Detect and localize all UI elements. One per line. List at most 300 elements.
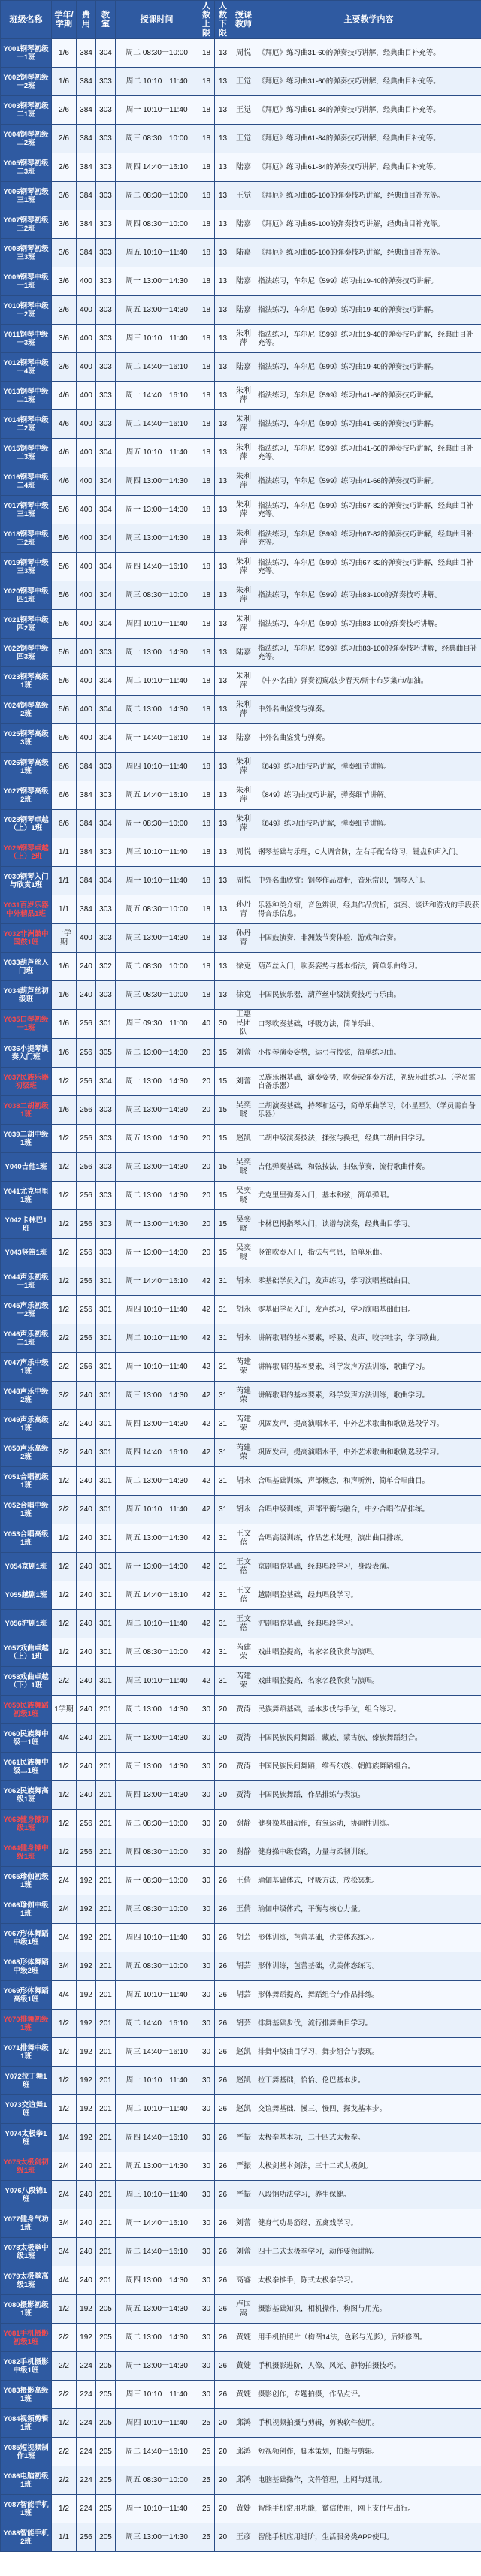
time-cell: 周五 08:30一10:00 xyxy=(116,2466,198,2495)
cap-lower-cell: 26 xyxy=(215,2124,231,2152)
fee-cell: 192 xyxy=(77,1952,96,1981)
time-cell: 周一 13:00一14:30 xyxy=(116,1068,198,1096)
room-cell: 304 xyxy=(96,496,116,524)
fee-cell: 240 xyxy=(77,1439,96,1467)
cap-lower-cell: 15 xyxy=(215,1210,231,1239)
time-cell: 周五 10:10一11:40 xyxy=(116,1981,198,2010)
table-header xyxy=(1,1,481,39)
teacher-cell: 陆嘉 xyxy=(231,210,256,239)
cap-upper-cell: 18 xyxy=(198,524,215,553)
teacher-cell: 赵凯 xyxy=(231,2038,256,2067)
grade-cell: 1/2 xyxy=(52,1239,77,1267)
cap-lower-cell: 15 xyxy=(215,1125,231,1153)
fee-cell: 256 xyxy=(77,1838,96,1867)
header-grade: 学年/学期 xyxy=(52,1,77,39)
fee-cell: 400 xyxy=(77,524,96,553)
class-name-cell: Y004钢琴初级二2班 xyxy=(1,125,52,153)
teacher-cell: 陆嘉 xyxy=(231,639,256,667)
room-cell: 304 xyxy=(96,439,116,467)
grade-cell: 1/6 xyxy=(52,39,77,68)
grade-cell: 3/2 xyxy=(52,1382,77,1410)
content-cell: 中外名曲欣赏：钢琴作品赏析，音乐常识，钢琴入门。 xyxy=(256,867,481,895)
teacher-cell: 严振 xyxy=(231,2124,256,2152)
table-row xyxy=(1,610,481,639)
cap-lower-cell: 20 xyxy=(215,1838,231,1867)
content-cell: 指法练习，车尔尼《599》练习曲19-40的弹奏技巧讲解。 xyxy=(256,353,481,382)
cap-upper-cell: 25 xyxy=(198,2523,215,2552)
grade-cell: 5/6 xyxy=(52,581,77,610)
cap-lower-cell: 13 xyxy=(215,981,231,1010)
time-cell: 周一 10:10一11:40 xyxy=(116,867,198,895)
table-row xyxy=(1,2352,481,2381)
teacher-cell: 朱利萍 xyxy=(231,610,256,639)
table-row xyxy=(1,1810,481,1838)
content-cell: 《拜厄》练习曲85-100的弹奏技巧讲解，经典曲目补充等。 xyxy=(256,239,481,267)
grade-cell: 1/2 xyxy=(52,1125,77,1153)
room-cell: 301 xyxy=(96,1638,116,1667)
teacher-cell: 陆嘉 xyxy=(231,296,256,325)
time-cell: 周三 13:00一14:30 xyxy=(116,1096,198,1125)
table-row xyxy=(1,1096,481,1125)
class-name-cell: Y026钢琴高级1班 xyxy=(1,753,52,781)
cap-lower-cell: 13 xyxy=(215,39,231,68)
cap-lower-cell: 31 xyxy=(215,1439,231,1467)
room-cell: 303 xyxy=(96,981,116,1010)
time-cell: 周二 10:10一11:40 xyxy=(116,68,198,96)
cap-upper-cell: 18 xyxy=(198,981,215,1010)
room-cell: 205 xyxy=(96,2352,116,2381)
room-cell: 303 xyxy=(96,96,116,125)
time-cell: 周五 13:00一14:30 xyxy=(116,2152,198,2181)
grade-cell: 6/6 xyxy=(52,810,77,838)
table-row xyxy=(1,1952,481,1981)
class-name-cell: Y068形体舞蹈中级2班 xyxy=(1,1952,52,1981)
teacher-cell: 徐克 xyxy=(231,953,256,981)
fee-cell: 384 xyxy=(77,895,96,924)
fee-cell: 192 xyxy=(77,1895,96,1924)
time-cell: 周二 08:30一10:00 xyxy=(116,1810,198,1838)
class-name-cell: Y078太极拳中级1班 xyxy=(1,2238,52,2266)
class-name-cell: Y071排舞中级1班 xyxy=(1,2038,52,2067)
cap-lower-cell: 30 xyxy=(215,1010,231,1039)
teacher-cell: 黄婕 xyxy=(231,2381,256,2409)
table-row xyxy=(1,39,481,68)
teacher-cell: 朱利萍 xyxy=(231,553,256,581)
time-cell: 周五 13:00一14:30 xyxy=(116,296,198,325)
cap-lower-cell: 20 xyxy=(215,1810,231,1838)
cap-upper-cell: 30 xyxy=(198,1753,215,1781)
time-cell: 周五 14:40一16:10 xyxy=(116,1581,198,1610)
cap-upper-cell: 42 xyxy=(198,1353,215,1382)
room-cell: 304 xyxy=(96,467,116,496)
cap-upper-cell: 30 xyxy=(198,1924,215,1952)
class-name-cell: Y088智能手机2班 xyxy=(1,2523,52,2552)
cap-upper-cell: 18 xyxy=(198,125,215,153)
class-name-cell: Y006钢琴初级三1班 xyxy=(1,182,52,210)
cap-upper-cell: 18 xyxy=(198,439,215,467)
grade-cell: 2/4 xyxy=(52,2152,77,2181)
fee-cell: 256 xyxy=(77,1182,96,1210)
grade-cell: 6/6 xyxy=(52,781,77,810)
table-row xyxy=(1,1324,481,1353)
teacher-cell: 陆嘉 xyxy=(231,153,256,182)
time-cell: 周三 08:30一10:00 xyxy=(116,1895,198,1924)
class-name-cell: Y053合唱高级1班 xyxy=(1,1524,52,1553)
fee-cell: 240 xyxy=(77,1753,96,1781)
class-name-cell: Y079太极拳高级1班 xyxy=(1,2266,52,2295)
content-cell: 健身气功易筋经、五禽戏学习。 xyxy=(256,2209,481,2238)
cap-upper-cell: 30 xyxy=(198,2381,215,2409)
time-cell: 周三 13:00一14:30 xyxy=(116,524,198,553)
content-cell: 排舞中级曲目学习，舞步组合与表现。 xyxy=(256,2038,481,2067)
teacher-cell: 赵凯 xyxy=(231,2095,256,2124)
content-cell: 零基础学员入门，发声练习，学习演唱基础曲目。 xyxy=(256,1267,481,1296)
fee-cell: 240 xyxy=(77,1467,96,1496)
time-cell: 周一 13:00一14:30 xyxy=(116,267,198,296)
class-name-cell: Y077健身气功1班 xyxy=(1,2209,52,2238)
teacher-cell: 王文蓓 xyxy=(231,1581,256,1610)
content-cell: 中国民族舞蹈，作品排练与表演。 xyxy=(256,1781,481,1810)
cap-lower-cell: 26 xyxy=(215,1924,231,1952)
content-cell: 中国民族乐器，葫芦丝中级演奏技巧与乐曲。 xyxy=(256,981,481,1010)
fee-cell: 240 xyxy=(77,1696,96,1724)
content-cell: 健身操基础动作，有氧运动，协调性训练。 xyxy=(256,1810,481,1838)
fee-cell: 256 xyxy=(77,1210,96,1239)
grade-cell: 2/2 xyxy=(52,2381,77,2409)
room-cell: 303 xyxy=(96,838,116,867)
table-row xyxy=(1,2152,481,2181)
grade-cell: 6/6 xyxy=(52,753,77,781)
time-cell: 周一 13:00一14:30 xyxy=(116,639,198,667)
time-cell: 周一 13:00一14:30 xyxy=(116,496,198,524)
table-row xyxy=(1,1895,481,1924)
grade-cell: 1/2 xyxy=(52,1753,77,1781)
cap-lower-cell: 20 xyxy=(215,2466,231,2495)
fee-cell: 192 xyxy=(77,2010,96,2038)
room-cell: 301 xyxy=(96,1410,116,1439)
grade-cell: 1/1 xyxy=(52,2523,77,2552)
class-name-cell: Y044声乐初级一1班 xyxy=(1,1267,52,1296)
room-cell: 205 xyxy=(96,2495,116,2523)
cap-lower-cell: 26 xyxy=(215,2010,231,2038)
class-name-cell: Y021钢琴中级四2班 xyxy=(1,610,52,639)
grade-cell: 2/4 xyxy=(52,1895,77,1924)
teacher-cell: 严振 xyxy=(231,2181,256,2209)
fee-cell: 256 xyxy=(77,1125,96,1153)
cap-upper-cell: 30 xyxy=(198,2238,215,2266)
room-cell: 302 xyxy=(96,953,116,981)
fee-cell: 256 xyxy=(77,1810,96,1838)
teacher-cell: 贾涛 xyxy=(231,1753,256,1781)
time-cell: 周二 08:30一10:00 xyxy=(116,953,198,981)
cap-lower-cell: 13 xyxy=(215,953,231,981)
room-cell: 201 xyxy=(96,1810,116,1838)
grade-cell: 1/2 xyxy=(52,1610,77,1638)
cap-upper-cell: 30 xyxy=(198,1838,215,1867)
room-cell: 301 xyxy=(96,1353,116,1382)
cap-lower-cell: 26 xyxy=(215,1952,231,1981)
table-row xyxy=(1,524,481,553)
time-cell: 周二 10:10一11:40 xyxy=(116,667,198,696)
class-name-cell: Y080摄影初级1班 xyxy=(1,2295,52,2324)
time-cell: 周一 10:10一11:40 xyxy=(116,2067,198,2095)
cap-upper-cell: 18 xyxy=(198,581,215,610)
time-cell: 周二 14:40一16:10 xyxy=(116,2010,198,2038)
table-row xyxy=(1,639,481,667)
class-name-cell: Y023钢琴高级1班 xyxy=(1,667,52,696)
grade-cell: 1/1 xyxy=(52,867,77,895)
fee-cell: 400 xyxy=(77,610,96,639)
content-cell: 指法练习，车尔尼《599》练习曲83-100的弹奏技巧讲解。 xyxy=(256,610,481,639)
cap-upper-cell: 42 xyxy=(198,1410,215,1439)
content-cell: 《拜厄》练习曲31-60的弹奏技巧讲解，经典曲目补充等。 xyxy=(256,39,481,68)
room-cell: 201 xyxy=(96,2238,116,2266)
content-cell: 指法练习，车尔尼《599》练习曲67-82的弹奏技巧讲解，经典曲目补充等。 xyxy=(256,553,481,581)
table-row xyxy=(1,1610,481,1638)
room-cell: 201 xyxy=(96,1838,116,1867)
table-row xyxy=(1,1153,481,1182)
header-time: 授课时间 xyxy=(116,1,198,39)
cap-upper-cell: 18 xyxy=(198,610,215,639)
teacher-cell: 王文蓓 xyxy=(231,1610,256,1638)
content-cell: 中外名曲鉴赏与弹奏。 xyxy=(256,724,481,753)
grade-cell: 1/2 xyxy=(52,2010,77,2038)
teacher-cell: 胡永 xyxy=(231,1267,256,1296)
table-row xyxy=(1,1467,481,1496)
table-row xyxy=(1,953,481,981)
room-cell: 304 xyxy=(96,553,116,581)
grade-cell: 3/6 xyxy=(52,182,77,210)
teacher-cell: 周悦 xyxy=(231,867,256,895)
cap-upper-cell: 30 xyxy=(198,2095,215,2124)
room-cell: 201 xyxy=(96,1867,116,1895)
fee-cell: 240 xyxy=(77,1496,96,1524)
time-cell: 周五 14:40一16:10 xyxy=(116,781,198,810)
grade-cell: 2/2 xyxy=(52,1667,77,1696)
grade-cell: 2/2 xyxy=(52,1353,77,1382)
table-row xyxy=(1,2381,481,2409)
time-cell: 周一 13:00一14:30 xyxy=(116,1210,198,1239)
table-row xyxy=(1,153,481,182)
content-cell: 指法练习，车尔尼《599》练习曲41-66的弹奏技巧讲解。 xyxy=(256,382,481,410)
grade-cell: 1/4 xyxy=(52,2124,77,2152)
cap-lower-cell: 13 xyxy=(215,410,231,439)
cap-upper-cell: 30 xyxy=(198,2209,215,2238)
cap-lower-cell: 26 xyxy=(215,1867,231,1895)
fee-cell: 192 xyxy=(77,2324,96,2352)
content-cell: 京剧唱腔基础，经典唱段学习，身段表演。 xyxy=(256,1553,481,1581)
grade-cell: 2/6 xyxy=(52,153,77,182)
cap-upper-cell: 18 xyxy=(198,39,215,68)
table-row xyxy=(1,2466,481,2495)
cap-upper-cell: 25 xyxy=(198,2409,215,2438)
grade-cell: 2/2 xyxy=(52,2352,77,2381)
table-row xyxy=(1,1638,481,1667)
teacher-cell: 王觉 xyxy=(231,68,256,96)
cap-lower-cell: 13 xyxy=(215,753,231,781)
room-cell: 205 xyxy=(96,2466,116,2495)
teacher-cell: 胡芸 xyxy=(231,1924,256,1952)
table-row xyxy=(1,1724,481,1753)
content-cell: 尤克里里弹奏入门，基本和弦，简单弹唱。 xyxy=(256,1182,481,1210)
content-cell: 健身操中级套路，力量与柔韧训练。 xyxy=(256,1838,481,1867)
content-cell: 二胡中级演奏技法，揉弦与换把，经典二胡曲目学习。 xyxy=(256,1125,481,1153)
content-cell: 葫芦丝入门，吹奏姿势与基本指法，简单乐曲练习。 xyxy=(256,953,481,981)
fee-cell: 192 xyxy=(77,1981,96,2010)
cap-lower-cell: 20 xyxy=(215,1696,231,1724)
cap-lower-cell: 20 xyxy=(215,2523,231,2552)
class-name-cell: Y039二胡中级1班 xyxy=(1,1125,52,1153)
time-cell: 周一 13:00一14:30 xyxy=(116,1724,198,1753)
grade-cell: 4/4 xyxy=(52,2266,77,2295)
room-cell: 201 xyxy=(96,2067,116,2095)
content-cell: 《849》练习曲技巧讲解，弹奏细节讲解。 xyxy=(256,781,481,810)
cap-upper-cell: 18 xyxy=(198,496,215,524)
teacher-cell: 陆嘉 xyxy=(231,353,256,382)
fee-cell: 256 xyxy=(77,1039,96,1068)
cap-upper-cell: 20 xyxy=(198,1153,215,1182)
table-row xyxy=(1,2010,481,2038)
time-cell: 周二 14:40一16:10 xyxy=(116,353,198,382)
table-row xyxy=(1,2438,481,2466)
time-cell: 周五 08:30一10:00 xyxy=(116,1952,198,1981)
cap-lower-cell: 31 xyxy=(215,1267,231,1296)
cap-lower-cell: 13 xyxy=(215,581,231,610)
cap-upper-cell: 18 xyxy=(198,239,215,267)
cap-upper-cell: 18 xyxy=(198,667,215,696)
cap-lower-cell: 13 xyxy=(215,382,231,410)
teacher-cell: 王文蓓 xyxy=(231,1524,256,1553)
fee-cell: 240 xyxy=(77,2266,96,2295)
content-cell: 指法练习，车尔尼《599》练习曲19-40的弹奏技巧讲解。 xyxy=(256,267,481,296)
class-name-cell: Y040吉他1班 xyxy=(1,1153,52,1182)
fee-cell: 400 xyxy=(77,724,96,753)
teacher-cell: 朱利萍 xyxy=(231,581,256,610)
grade-cell: 4/6 xyxy=(52,382,77,410)
teacher-cell: 朱利萍 xyxy=(231,524,256,553)
grade-cell: 1/2 xyxy=(52,1524,77,1553)
grade-cell: 6/6 xyxy=(52,724,77,753)
fee-cell: 384 xyxy=(77,68,96,96)
cap-upper-cell: 18 xyxy=(198,724,215,753)
cap-upper-cell: 30 xyxy=(198,2181,215,2209)
class-name-cell: Y027钢琴高级2班 xyxy=(1,781,52,810)
class-name-cell: Y018钢琴中级三2班 xyxy=(1,524,52,553)
class-name-cell: Y022钢琴中级四3班 xyxy=(1,639,52,667)
room-cell: 304 xyxy=(96,724,116,753)
cap-upper-cell: 20 xyxy=(198,1096,215,1125)
room-cell: 201 xyxy=(96,2209,116,2238)
grade-cell: 1/6 xyxy=(52,1096,77,1125)
cap-lower-cell: 13 xyxy=(215,439,231,467)
fee-cell: 240 xyxy=(77,1667,96,1696)
room-cell: 301 xyxy=(96,1467,116,1496)
table-row xyxy=(1,1553,481,1581)
room-cell: 201 xyxy=(96,1724,116,1753)
teacher-cell: 芮建荣 xyxy=(231,1382,256,1410)
cap-upper-cell: 18 xyxy=(198,210,215,239)
cap-upper-cell: 25 xyxy=(198,2466,215,2495)
content-cell: 电脑基础操作，文件管理，上网与通讯。 xyxy=(256,2466,481,2495)
cap-upper-cell: 18 xyxy=(198,353,215,382)
fee-cell: 384 xyxy=(77,810,96,838)
content-cell: 《849》练习曲技巧讲解，弹奏细节讲解。 xyxy=(256,753,481,781)
cap-upper-cell: 30 xyxy=(198,1724,215,1753)
time-cell: 周三 08:30一10:00 xyxy=(116,581,198,610)
room-cell: 303 xyxy=(96,125,116,153)
class-name-cell: Y059民族舞蹈初级1班 xyxy=(1,1696,52,1724)
grade-cell: 2/6 xyxy=(52,96,77,125)
table-row xyxy=(1,2238,481,2266)
cap-upper-cell: 30 xyxy=(198,2295,215,2324)
cap-lower-cell: 26 xyxy=(215,2067,231,2095)
grade-cell: 3/6 xyxy=(52,210,77,239)
fee-cell: 240 xyxy=(77,1382,96,1410)
fee-cell: 224 xyxy=(77,2381,96,2409)
time-cell: 周一 08:30一10:00 xyxy=(116,810,198,838)
table-row xyxy=(1,810,481,838)
class-name-cell: Y036小提琴演奏入门班 xyxy=(1,1039,52,1068)
content-cell: 民族舞蹈基础，基本步伐与手位，组合练习。 xyxy=(256,1696,481,1724)
table-row xyxy=(1,353,481,382)
content-cell: 《中外名曲》弹奏初窥/波少春天/斯卡布罗集市/加油。 xyxy=(256,667,481,696)
content-cell: 形体训练，芭蕾基础，优美体态练习。 xyxy=(256,1952,481,1981)
time-cell: 周三 08:30一10:00 xyxy=(116,1638,198,1667)
time-cell: 周四 10:10一11:40 xyxy=(116,1924,198,1952)
grade-cell: 一学期 xyxy=(52,924,77,953)
content-cell: 太极拳推手，陈式太极拳学习。 xyxy=(256,2266,481,2295)
header-cap-lower: 人数下限 xyxy=(215,1,231,39)
class-name-cell: Y017钢琴中级三1班 xyxy=(1,496,52,524)
teacher-cell: 朱利萍 xyxy=(231,382,256,410)
content-cell: 太极剑基本剑法，三十二式太极剑。 xyxy=(256,2152,481,2181)
cap-lower-cell: 13 xyxy=(215,68,231,96)
table-row xyxy=(1,439,481,467)
grade-cell: 4/6 xyxy=(52,410,77,439)
time-cell: 周二 08:30一10:00 xyxy=(116,39,198,68)
teacher-cell: 周悦 xyxy=(231,838,256,867)
table-row xyxy=(1,1068,481,1096)
cap-lower-cell: 20 xyxy=(215,2495,231,2523)
table-row xyxy=(1,1410,481,1439)
teacher-cell: 周悦 xyxy=(231,39,256,68)
table-row xyxy=(1,724,481,753)
table-row xyxy=(1,1524,481,1553)
content-cell: 指法练习，车尔尼《599》练习曲41-66的弹奏技巧讲解。 xyxy=(256,410,481,439)
class-name-cell: Y043竖笛1班 xyxy=(1,1239,52,1267)
cap-lower-cell: 15 xyxy=(215,1068,231,1096)
time-cell: 周三 13:00一14:30 xyxy=(116,1382,198,1410)
teacher-cell: 刘蕾 xyxy=(231,1068,256,1096)
room-cell: 303 xyxy=(96,924,116,953)
content-cell: 沪剧唱腔基础，经典唱段学习。 xyxy=(256,1610,481,1638)
cap-upper-cell: 30 xyxy=(198,2010,215,2038)
fee-cell: 384 xyxy=(77,210,96,239)
cap-upper-cell: 30 xyxy=(198,1696,215,1724)
cap-upper-cell: 18 xyxy=(198,296,215,325)
room-cell: 303 xyxy=(96,68,116,96)
table-row xyxy=(1,1696,481,1724)
grade-cell: 5/6 xyxy=(52,610,77,639)
cap-lower-cell: 31 xyxy=(215,1324,231,1353)
table-row xyxy=(1,667,481,696)
grade-cell: 5/6 xyxy=(52,496,77,524)
cap-lower-cell: 26 xyxy=(215,2381,231,2409)
cap-upper-cell: 42 xyxy=(198,1496,215,1524)
room-cell: 303 xyxy=(96,1125,116,1153)
room-cell: 201 xyxy=(96,1981,116,2010)
teacher-cell: 刘蕾 xyxy=(231,1039,256,1068)
